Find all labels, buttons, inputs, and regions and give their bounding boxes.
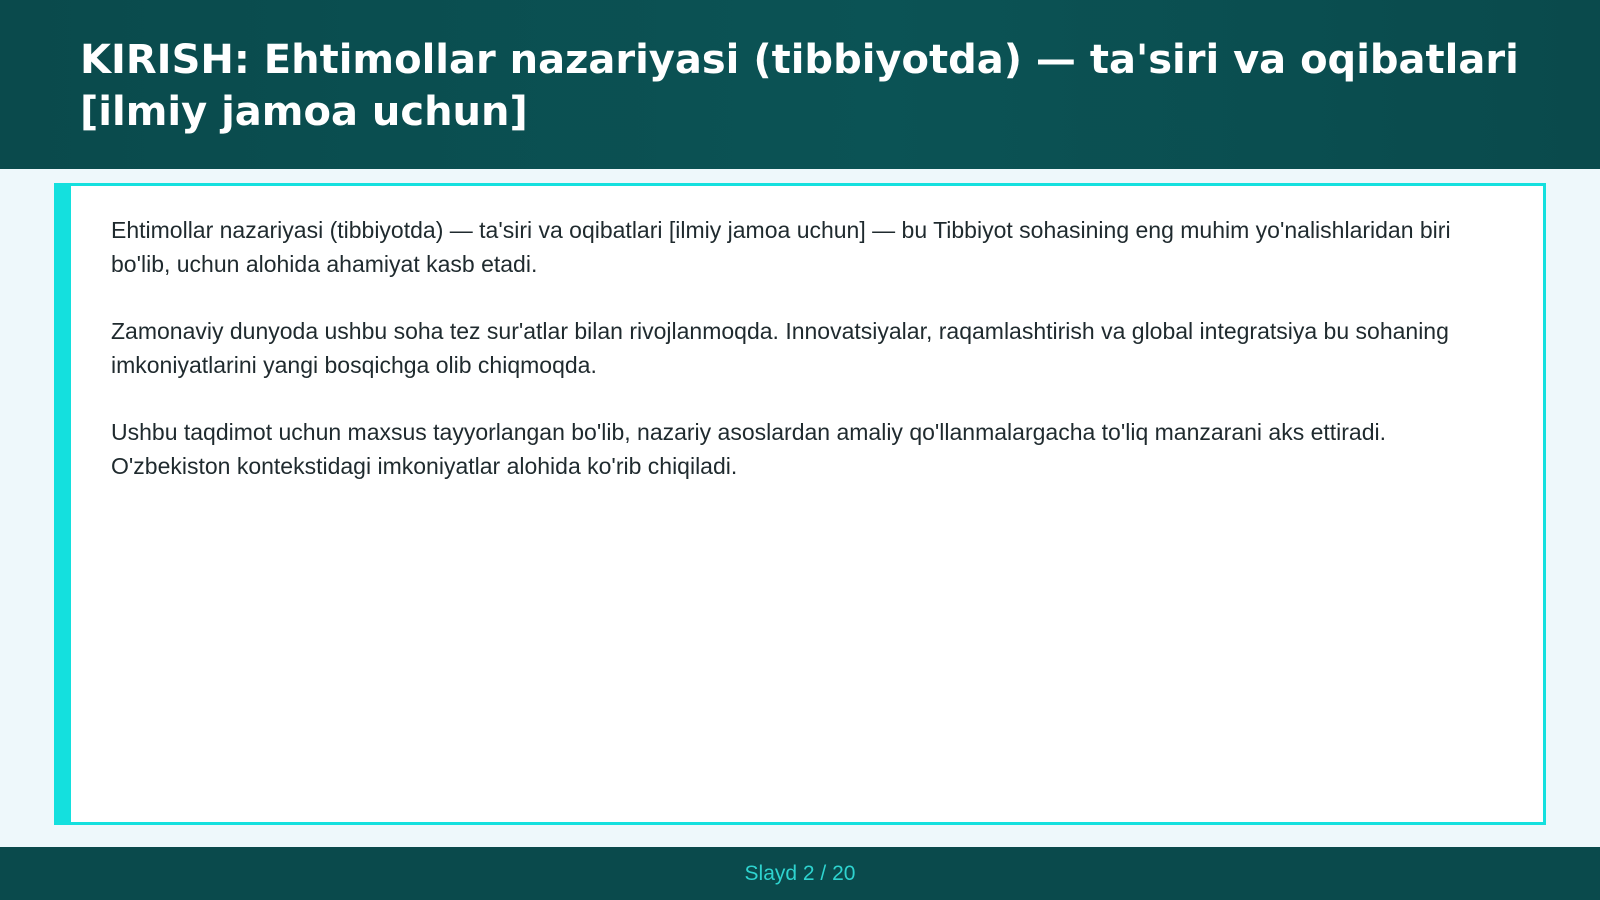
- slide-title: KIRISH: Ehtimollar nazariyasi (tibbiyotda) — ta'siri va oqibatlari [ilmiy jamoa uchun]: [80, 37, 1519, 135]
- presentation-purpose-paragraph: Ushbu taqdimot uchun maxsus tayyorlangan bo'lib, nazariy asoslardan amaliy qo'llanmalargacha to'liq manzarani aks ettiradi. O'zbekiston kontekstidagi imkoniyatlar alohida ko'rib chiqiladi.: [111, 419, 1387, 479]
- modern-world-paragraph: Zamonaviy dunyoda ushbu soha tez sur'atlar bilan rivojlanmoqda. Innovatsiyalar, raqamlashtirish va global integratsiya bu sohaning imkoniyatlarini yangi bosqichga olib chiqmoqda.: [111, 318, 1449, 378]
- slide-header: [0, 0, 1600, 169]
- content-body: [111, 213, 1487, 516]
- content-card: [54, 183, 1546, 825]
- slide-footer: [0, 847, 1600, 900]
- intro-paragraph: Ehtimollar nazariyasi (tibbiyotda) — ta'siri va oqibatlari [ilmiy jamoa uchun] — bu Tibbiyot sohasining eng muhim yo'nalishlaridan biri bo'lib, uchun alohida ahamiyat kasb etadi.: [111, 217, 1451, 277]
- slide-counter: Slayd 2 / 20: [744, 862, 856, 885]
